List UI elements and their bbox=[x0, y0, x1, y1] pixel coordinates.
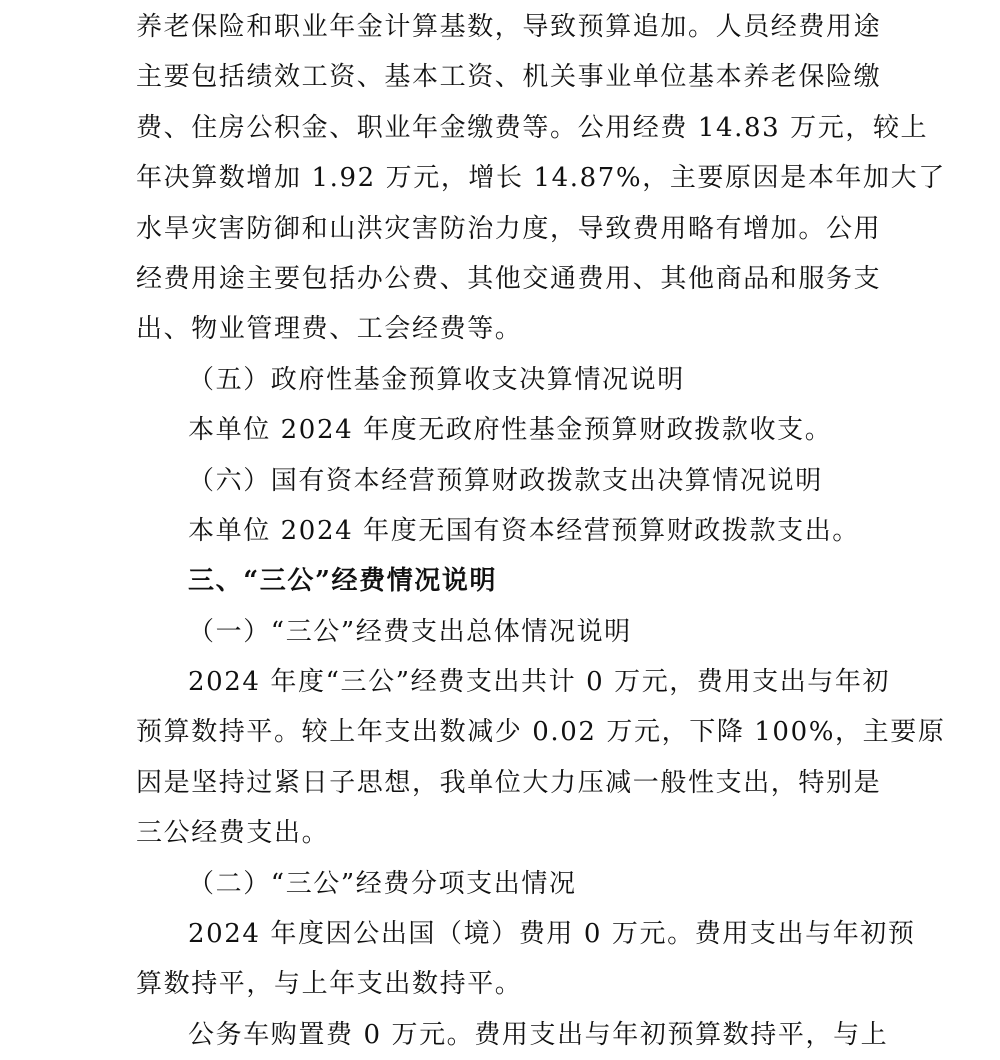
document-page bbox=[136, 2, 946, 1060]
text-line: 水旱灾害防御和山洪灾害防治力度，导致费用略有增加。公用 bbox=[136, 213, 882, 244]
text-line: 出、物业管理费、工会经费等。 bbox=[136, 314, 523, 345]
text-line: 本单位 2024 年度无国有资本经营预算财政拨款支出。 bbox=[188, 515, 860, 546]
section-heading-1: （一）“三公”经费支出总体情况说明 bbox=[188, 616, 632, 647]
text-line: 公务车购置费 0 万元。费用支出与年初预算数持平，与上 bbox=[188, 1019, 889, 1050]
text-line: 2024 年度“三公”经费支出共计 0 万元，费用支出与年初 bbox=[188, 667, 891, 698]
text-line: 因是坚持过紧日子思想，我单位大力压减一般性支出，特别是 bbox=[136, 767, 882, 798]
text-line: 经费用途主要包括办公费、其他交通费用、其他商品和服务支 bbox=[136, 263, 882, 294]
section-heading-2: （二）“三公”经费分项支出情况 bbox=[188, 868, 577, 899]
section-heading-6: （六）国有资本经营预算财政拨款支出决算情况说明 bbox=[188, 465, 823, 496]
text-line: 2024 年度因公出国（境）费用 0 万元。费用支出与年初预 bbox=[188, 919, 916, 950]
text-line: 费、住房公积金、职业年金缴费等。公用经费 14.83 万元，较上 bbox=[136, 112, 929, 143]
chapter-heading-3: 三、“三公”经费情况说明 bbox=[188, 566, 498, 597]
section-heading-5: （五）政府性基金预算收支决算情况说明 bbox=[188, 364, 685, 395]
text-line: 预算数持平。较上年支出数减少 0.02 万元，下降 100%，主要原 bbox=[136, 717, 946, 748]
text-line: 三公经费支出。 bbox=[136, 818, 330, 849]
text-line: 本单位 2024 年度无政府性基金预算财政拨款收支。 bbox=[188, 415, 833, 446]
text-line: 主要包括绩效工资、基本工资、机关事业单位基本养老保险缴 bbox=[136, 62, 882, 93]
text-line: 养老保险和职业年金计算基数，导致预算追加。人员经费用途 bbox=[136, 12, 882, 42]
text-line: 算数持平，与上年支出数持平。 bbox=[136, 969, 523, 1000]
text-line: 年决算数增加 1.92 万元，增长 14.87%，主要原因是本年加大了 bbox=[136, 163, 946, 194]
